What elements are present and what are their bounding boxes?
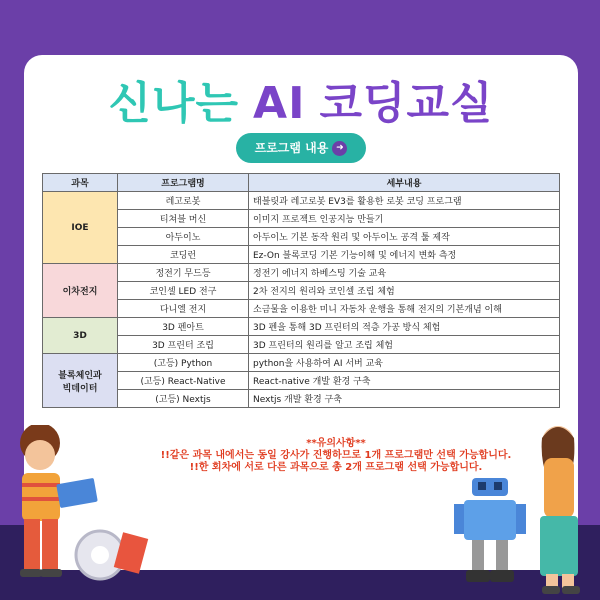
program-content-badge: [236, 133, 366, 163]
program-name-cell: (고등) React-Native: [118, 372, 249, 390]
program-detail-cell: Ez-On 블록코딩 기본 기능이해 및 에너지 변화 측정: [249, 246, 560, 264]
table-row: [43, 300, 560, 318]
program-name-cell: 코딩런: [118, 246, 249, 264]
title-part2: AI: [253, 78, 306, 129]
program-detail-cell: Nextjs 개발 환경 구축: [249, 390, 560, 408]
program-detail-cell: 이미지 프로젝트 인공지능 만들기: [249, 210, 560, 228]
header-category: 과목: [43, 174, 118, 192]
header-detail: 세부내용: [249, 174, 560, 192]
notice-heading: **유의사항**: [306, 438, 366, 449]
program-detail-cell: 3D 펜을 통해 3D 프린터의 적층 가공 방식 체험: [249, 318, 560, 336]
arrow-right-icon: ➜: [332, 141, 347, 156]
program-name-cell: 레고로봇: [118, 192, 249, 210]
header-program: 프로그램명: [118, 174, 249, 192]
program-detail-cell: 정전기 에너지 하베스팅 기술 교육: [249, 264, 560, 282]
boy-with-laptop-illustration: [0, 425, 150, 600]
category-cell: 3D: [43, 318, 118, 354]
table-row: [43, 390, 560, 408]
program-name-cell: 3D 프린터 조립: [118, 336, 249, 354]
table-row: [43, 336, 560, 354]
table-row: [43, 354, 560, 372]
program-detail-cell: 태블릿과 레고로봇 EV3를 활용한 로봇 코딩 프로그램: [249, 192, 560, 210]
title-part3: 코딩교실: [319, 78, 494, 129]
table-row: [43, 372, 560, 390]
program-name-cell: 코인셀 LED 전구: [118, 282, 249, 300]
program-name-cell: 3D 펜아트: [118, 318, 249, 336]
table-row: [43, 282, 560, 300]
table-row: [43, 192, 560, 210]
category-cell: IOE: [43, 192, 118, 264]
table-header-row: [43, 174, 560, 192]
title-part1: 신나는: [108, 78, 240, 129]
program-name-cell: (고등) Nextjs: [118, 390, 249, 408]
table-row: [43, 246, 560, 264]
program-detail-cell: python을 사용하여 AI 서버 교육: [249, 354, 560, 372]
program-detail-cell: 3D 프린터의 원리를 알고 조립 체험: [249, 336, 560, 354]
category-cell: 이차전지: [43, 264, 118, 318]
program-detail-cell: 2차 전지의 원리와 코인셀 조립 체험: [249, 282, 560, 300]
table-row: [43, 318, 560, 336]
program-detail-cell: 아두이노 기본 동작 원리 및 아두이노 공격 툴 제작: [249, 228, 560, 246]
program-detail-cell: React-native 개발 환경 구축: [249, 372, 560, 390]
program-name-cell: (고등) Python: [118, 354, 249, 372]
girl-with-robot-illustration: [450, 420, 600, 600]
notice-line-2: !!한 회차에 서로 다른 과목으로 총 2개 프로그램 선택 가능합니다.: [189, 462, 483, 473]
table-row: [43, 210, 560, 228]
program-name-cell: 다니엘 전지: [118, 300, 249, 318]
program-detail-cell: 소금물을 이용한 미니 자동차 운행을 통해 전지의 기본개념 이해: [249, 300, 560, 318]
program-name-cell: 티쳐블 머신: [118, 210, 249, 228]
page-title: [24, 67, 578, 131]
table-row: [43, 228, 560, 246]
table-row: [43, 264, 560, 282]
program-name-cell: 아두이노: [118, 228, 249, 246]
program-table: [42, 173, 560, 408]
badge-label: 프로그램 내용: [254, 141, 329, 155]
category-cell: 블록체인과 빅데이터: [43, 354, 118, 408]
program-name-cell: 정전기 무드등: [118, 264, 249, 282]
notice-line-1: !!같은 과목 내에서는 동일 강사가 진행하므로 1개 프로그램만 선택 가능합니다.: [160, 450, 512, 461]
